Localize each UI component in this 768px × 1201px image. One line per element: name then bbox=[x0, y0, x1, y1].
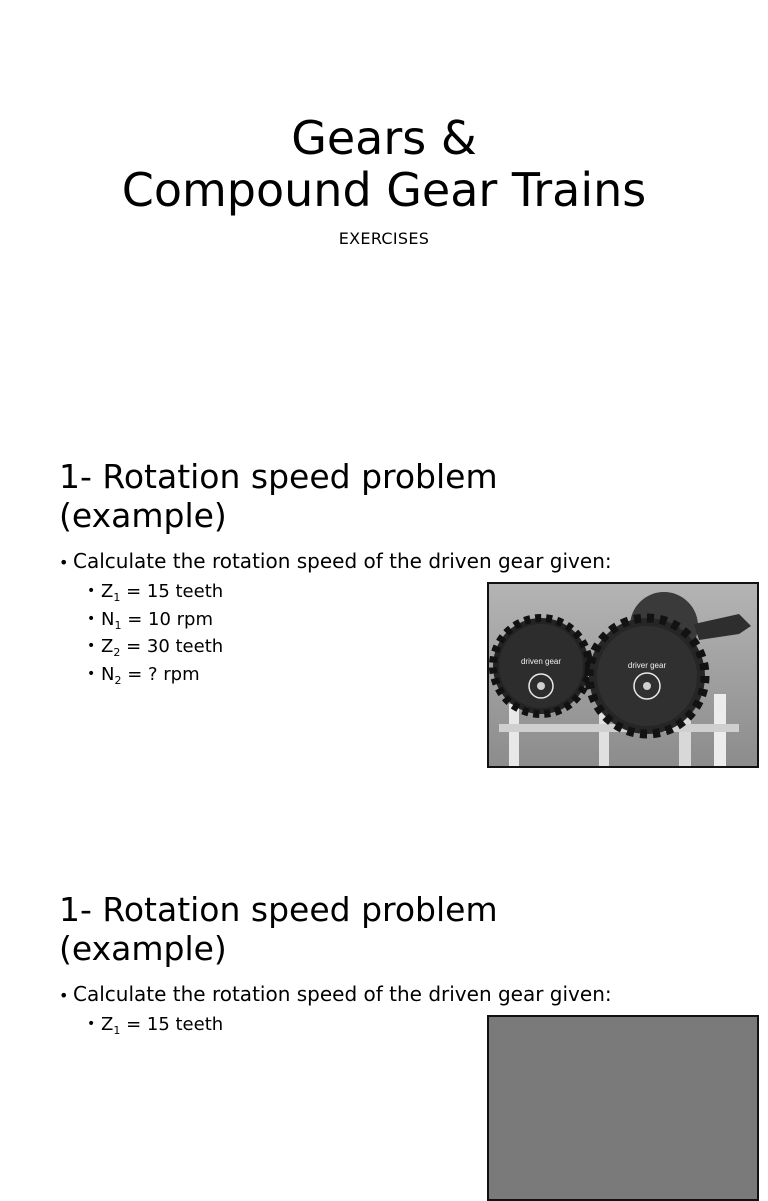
main-bullet bbox=[59, 549, 612, 575]
bullet-icon: • bbox=[87, 583, 96, 599]
driver-gear-label: driver gear bbox=[627, 661, 667, 670]
problem-slide-repeat bbox=[0, 866, 768, 1037]
main-bullet-text: Calculate the rotation speed of the driven gear given: bbox=[73, 549, 612, 573]
main-bullet bbox=[59, 982, 612, 1008]
heading-line-1: 1- Rotation speed problem bbox=[59, 457, 498, 496]
driver-gear-icon bbox=[589, 618, 705, 734]
givens-list bbox=[87, 578, 223, 688]
given-item: • $Z_2 = 30$ teeth bbox=[87, 633, 223, 661]
gears-photo bbox=[487, 1015, 759, 1201]
slide-subtitle: EXERCISES bbox=[338, 229, 430, 248]
heading-line-2: (example) bbox=[59, 496, 227, 535]
bullet-icon: • bbox=[87, 1016, 96, 1032]
heading-line-1: 1- Rotation speed problem bbox=[59, 890, 498, 929]
title-line-2: Compound Gear Trains bbox=[121, 163, 647, 217]
given-item: • $Z_1 = 15$ teeth bbox=[87, 578, 223, 606]
gears-photo bbox=[487, 582, 759, 768]
bullet-icon: • bbox=[87, 665, 96, 682]
stand-leg bbox=[509, 704, 519, 766]
driven-gear-icon bbox=[493, 618, 589, 714]
driven-gear-label: driven gear bbox=[520, 657, 562, 666]
main-bullet-text: Calculate the rotation speed of the driven gear given: bbox=[73, 982, 612, 1006]
heading-line-2: (example) bbox=[59, 929, 227, 968]
slide-heading bbox=[59, 890, 498, 968]
bullet-icon: • bbox=[59, 986, 69, 1005]
title-slide bbox=[0, 0, 768, 433]
given-item: • $N_1 = 10$ rpm bbox=[87, 606, 223, 634]
bullet-icon: • bbox=[59, 553, 69, 572]
slide-title bbox=[0, 112, 768, 216]
given-item: • $Z_1 = 15$ teeth bbox=[87, 1011, 223, 1039]
problem-slide bbox=[0, 433, 768, 866]
bullet-icon: • bbox=[87, 638, 96, 654]
bullet-icon: • bbox=[87, 610, 96, 627]
title-line-1: Gears & bbox=[291, 111, 477, 165]
slide-heading bbox=[59, 457, 498, 535]
givens-list bbox=[87, 1011, 223, 1039]
given-item: • $N_2$ = ? rpm bbox=[87, 661, 223, 689]
